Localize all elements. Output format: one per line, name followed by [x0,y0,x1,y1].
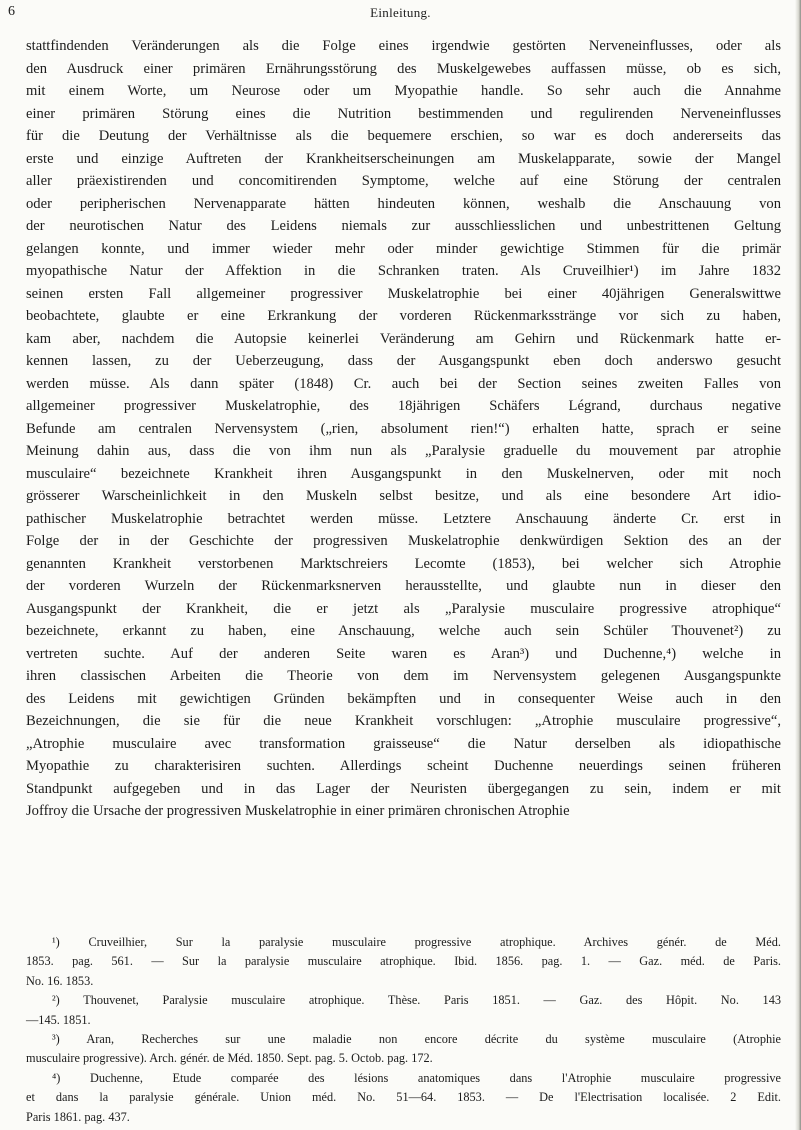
footnote-line: No. 16. 1853. [26,973,94,988]
text-line: der vorderen Wurzeln der Rückenmarksnerven herausstellte, und glaubte nun in dieser den [26,578,781,594]
text-line: einer primären Störung eines die Nutrition bestimmenden und regulirenden Nerveneinflusses [26,105,781,122]
text-line: Folge der in der Geschichte der progressiven Muskelatrophie denkwürdigen Sektion des an der [26,533,781,549]
text-line: gelangen konnte, und immer wieder mehr oder minder gewichtige Stimmen für die primär [26,240,781,257]
text-line: Joffroy die Ursache der progressiven Muskelatrophie in einer primären chronischen Atrophie [26,803,570,819]
footnote-line: ¹) Cruveilhier, Sur la paralysie musculaire progressive atrophique. Archives génér. de Méd. [52,935,781,949]
text-line: beobachtete, glaubte er eine Erkrankung der vorderen Rückenmarksstränge vor sich zu haben, [26,308,781,324]
footnotes [26,933,781,1127]
text-line: den Ausdruck einer primären Ernährungsstörung des Muskelgewebes auffassen müsse, ob es sich, [26,60,781,77]
text-line: kennen lassen, zu der Ueberzeugung, dass der Ausgangspunkt eben doch anderswo gesucht [26,353,781,369]
text-line: genannten Krankheit verstorbenen Marktschreiers Lecomte (1853), bei welcher sich Atrophie [26,555,781,572]
footnote-line: ⁴) Duchenne, Etude comparée des lésions anatomiques dans l'Atrophie musculaire progressive [52,1070,781,1085]
text-line: vertreten suchte. Auf der anderen Seite waren es Aran³) und Duchenne,⁴) welche in [26,645,781,662]
footnote-line: et dans la paralysie générale. Union méd. No. 51—64. 1853. — De l'Electrisation localisée. 2 Edit. [26,1090,781,1105]
page-edge-shadow [795,0,801,1130]
text-line: für die Deutung der Verhältnisse als die bequemere erschien, so war es doch andererseits das [26,128,781,144]
text-line: Myopathie zu charakterisiren suchten. Allerdings scheint Duchenne neuerdings seinen früheren [26,758,781,774]
text-line: der neurotischen Natur des Leidens niemals zur ausschliesslichen und unbestrittenen Geltung [26,218,781,234]
text-line: „Atrophie musculaire avec transformation graisseuse“ die Natur derselben als idiopathische [26,735,781,752]
text-line: myopathische Natur der Affektion in die Schranken traten. Als Cruveilhier¹) im Jahre 1832 [26,263,781,279]
text-line: erste und einzige Auftreten der Krankheitserscheinungen am Muskelapparate, sowie der Mangel [26,150,781,167]
footnote-line: musculaire progressive). Arch. génér. de Méd. 1850. Sept. pag. 5. Octob. pag. 172. [26,1051,433,1066]
text-line: grösserer Warscheinlichkeit in den Muskeln selbst besitze, und als eine besondere Art idio- [26,488,781,504]
text-line: werden müsse. Als dann später (1848) Cr. auch bei der Section seines zweiten Falles von [26,375,781,392]
running-title: Einleitung. [370,5,431,20]
footnote-line: 1853. pag. 561. — Sur la paralysie musculaire atrophique. Ibid. 1856. pag. 1. — Gaz. méd. de Paris. [26,954,781,969]
text-line: stattfindenden Veränderungen als die Folge eines irgendwie gestörten Nerveneinflusses, oder als [26,38,781,54]
text-line: kam aber, nachdem die Autopsie keinerlei Veränderung am Gehirn und Rückenmark hatte er- [26,330,781,347]
footnote-line: —145. 1851. [26,1012,91,1027]
text-line: ihren classischen Arbeiten die Theorie von dem im Nervensystem gelegenen Ausgangspunkte [26,668,781,684]
text-line: bezeichnete, erkannt zu haben, eine Anschauung, welche auch sein Schüler Thouvenet²) zu [26,623,781,639]
text-line: Ausgangspunkt der Krankheit, die er jetzt als „Paralysie musculaire progressive atrophique“ [26,600,781,617]
main-text [26,35,781,823]
text-line: Befunde am centralen Nervensystem („rien, absolument rien!“) erhalten hatte, sprach er seine [26,420,781,437]
text-line: musculaire“ bezeichnete Krankheit ihren Ausgangspunkt in den Muskelnerven, oder mit noch [26,465,781,482]
text-line: aller präexistirenden und concomitirenden Symptome, welche auf eine Störung der centralen [26,173,781,189]
footnote-line: ²) Thouvenet, Paralysie musculaire atrophique. Thèse. Paris 1851. — Gaz. des Hôpit. No. 143 [52,993,781,1008]
footnote-line: Paris 1861. pag. 437. [26,1109,130,1124]
page-number: 6 [8,4,15,19]
text-line: Standpunkt aufgegeben und in das Lager der Neuristen übergegangen zu sein, indem er mit [26,780,781,797]
text-line: des Leidens mit gewichtigen Gründen bekämpften und in consequenter Weise auch in den [26,690,781,707]
text-line: Meinung dahin aus, dass die von ihm nun als „Paralysie graduelle du mouvement par atrophie [26,443,781,459]
text-line: oder peripherischen Nervenapparate hätten hindeuten können, weshalb die Anschauung von [26,195,781,212]
text-line: pathischer Muskelatrophie betrachtet werden müsse. Letztere Anschauung änderte Cr. erst in [26,510,781,527]
text-line: mit einem Worte, um Neurose oder um Myopathie handle. So sehr auch die Annahme [26,83,781,99]
text-line: seinen ersten Fall allgemeiner progressiver Muskelatrophie bei einer 40jährigen Generalswittwe [26,285,781,302]
text-line: Bezeichnungen, die sie für die neue Krankheit vorschlugen: „Atrophie musculaire progressive“, [26,713,781,729]
footnote-line: ³) Aran, Recherches sur une maladie non encore décrite du système musculaire (Atrophie [52,1031,781,1046]
text-line: allgemeiner progressiver Muskelatrophie, des 18jährigen Schäfers Légrand, durchaus negative [26,398,781,414]
